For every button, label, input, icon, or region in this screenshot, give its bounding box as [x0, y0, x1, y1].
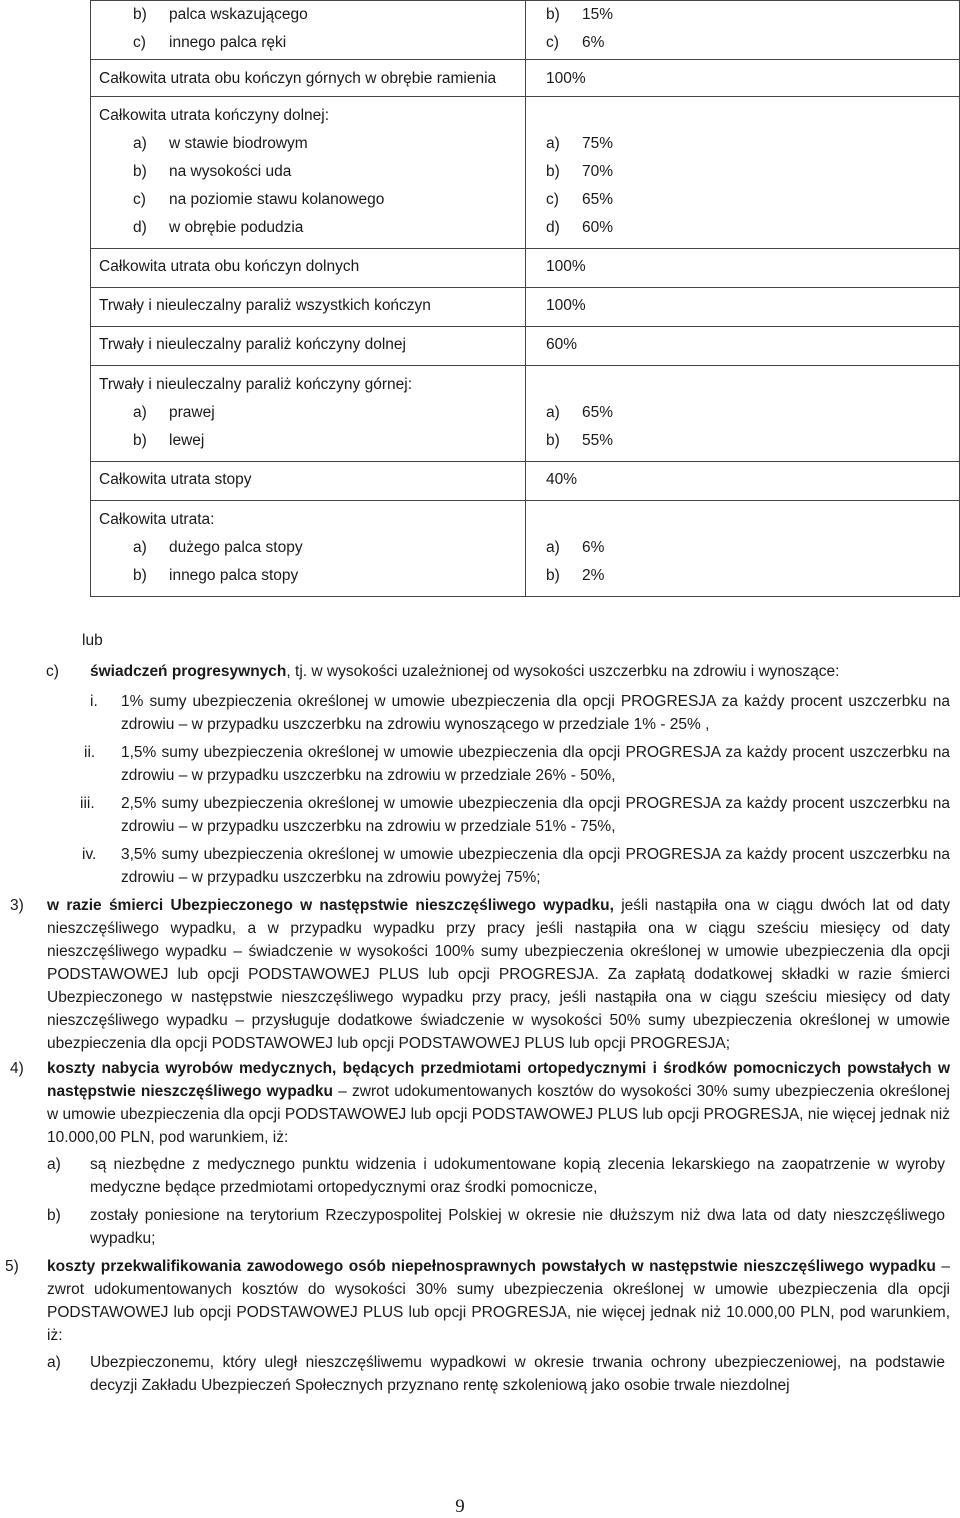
- section-3: 3) w razie śmierci Ubezpieczonego w następstwie nieszczęśliwego wypadku, jeśli nastąpiła ona w ciągu dwóch lat od daty nieszczęśliwego wypadku, a w przypadku wypadku przy pracy jeśli nastąpiła ona w ciągu sześciu miesięcy od daty nieszczęśliwego wypadku – świadczenie w wysokości 100% sumy ubezpieczenia określonej w umowie ubezpieczenia dla opcji PODSTAWOWEJ lub opcji PODSTAWOWEJ PLUS lub opcji PROGRESJA. Za zapłatą dodatkowej składki w razie śmierci Ubezpieczonego w następstwie nieszczęśliwego wypadku przy pracy, jeśli nastąpiła ona w ciągu sześciu miesięcy od daty nieszczęśliwego wypadku – przysługuje dodatkowe świadczenie w wysokości 50% sumy ubezpieczenia określonej w umowie ubezpieczenia dla opcji PODSTAWOWEJ lub opcji PODSTAWOWEJ PLUS lub opcji PROGRESJA;: [10, 897, 950, 1052]
- table-row: Całkowita utrata obu kończyn górnych w obrębie ramienia 100%: [91, 60, 960, 97]
- section-c-item: ii. 1,5% sumy ubezpieczenia określonej w umowie ubezpieczenia dla opcji PROGRESJA za każdy procent uszczerbku na zdrowiu – w przypadku uszczerbku na zdrowiu w przedziale 26% - 50%,: [84, 744, 950, 784]
- section-4: 4) koszty nabycia wyrobów medycznych, będących przedmiotami ortopedycznymi i środków pomocniczych powstałych w następstwie nieszczęśliwego wypadku – zwrot udokumentowanych kosztów do wysokości 30% sumy ubezpieczenia określonej w umowie ubezpieczenia dla opcji PODSTAWOWEJ lub opcji PODSTAWOWEJ PLUS lub opcji PROGRESJA, nie więcej jednak niż 10.000,00 PLN, pod warunkiem, iż:: [10, 1060, 950, 1146]
- table-row: Całkowita utrata kończyny dolnej: a) w stawie biodrowym b) na wysokości uda c) na poziomie stawu kolanowego d) w obrębie podudzia a) 75% b) 70% c) 65% d) 60%: [91, 97, 960, 249]
- table-row: Trwały i nieuleczalny paraliż kończyny górnej: a) prawej b) lewej a) 65% b) 55%: [91, 366, 960, 462]
- lub-label: lub: [82, 632, 103, 649]
- table-row: Całkowita utrata: a) dużego palca stopy b) innego palca stopy a) 6% b) 2%: [91, 501, 960, 597]
- section-4-item: a) są niezbędne z medycznego punktu widzenia i udokumentowane kopią zlecenia lekarskiego na zaopatrzenie w wyroby medyczne będące przedmiotami ortopedycznymi oraz środki pomocnicze,: [47, 1156, 945, 1196]
- page-number: 9: [455, 1496, 465, 1517]
- table-row: b) palca wskazującego c) innego palca ręki b) 15% c) 6%: [91, 1, 960, 60]
- section-5: 5) koszty przekwalifikowania zawodowego osób niepełnosprawnych powstałych w następstwie nieszczęśliwego wypadku – zwrot udokumentowanych kosztów do wysokości 30% sumy ubezpieczenia określonej w umowie ubezpieczenia dla opcji PODSTAWOWEJ lub opcji PODSTAWOWEJ PLUS lub opcji PROGRESJA, nie więcej jednak niż 10.000,00 PLN, pod warunkiem, iż:: [5, 1258, 950, 1344]
- table-row: Całkowita utrata obu kończyn dolnych 100%: [91, 249, 960, 288]
- table-row: Trwały i nieuleczalny paraliż wszystkich kończyn 100%: [91, 288, 960, 327]
- section-c-item: iv. 3,5% sumy ubezpieczenia określonej w umowie ubezpieczenia dla opcji PROGRESJA za każdy procent uszczerbku na zdrowiu – w przypadku uszczerbku na zdrowiu powyżej 75%;: [82, 846, 950, 886]
- section-4-item: b) zostały poniesione na terytorium Rzeczypospolitej Polskiej w okresie nie dłuższym niż dwa lata od daty nieszczęśliwego wypadku;: [47, 1207, 945, 1247]
- section-c-item: i. 1% sumy ubezpieczenia określonej w umowie ubezpieczenia dla opcji PROGRESJA za każdy procent uszczerbku na zdrowiu – w przypadku uszczerbku na zdrowiu wynoszącego w przedziale 1% - 25% ,: [90, 693, 950, 733]
- section-5-item: a) Ubezpieczonemu, który uległ nieszczęśliwemu wypadkowi w okresie trwania ochrony ubezpieczeniowej, na podstawie decyzji Zakładu Ubezpieczeń Społecznych przyznano rentę szkoleniową jako osobie trwale niezdolnej: [47, 1354, 945, 1394]
- injury-table: [90, 0, 960, 597]
- section-c-item: iii. 2,5% sumy ubezpieczenia określonej w umowie ubezpieczenia dla opcji PROGRESJA za każdy procent uszczerbku na zdrowiu – w przypadku uszczerbku na zdrowiu w przedziale 51% - 75%,: [80, 795, 950, 835]
- table-row: Całkowita utrata stopy 40%: [91, 462, 960, 501]
- table-row: Trwały i nieuleczalny paraliż kończyny dolnej 60%: [91, 327, 960, 366]
- section-c: c) świadczeń progresywnych, tj. w wysokości uzależnionej od wysokości uszczerbku na zdrowiu i wynoszące:: [46, 663, 840, 680]
